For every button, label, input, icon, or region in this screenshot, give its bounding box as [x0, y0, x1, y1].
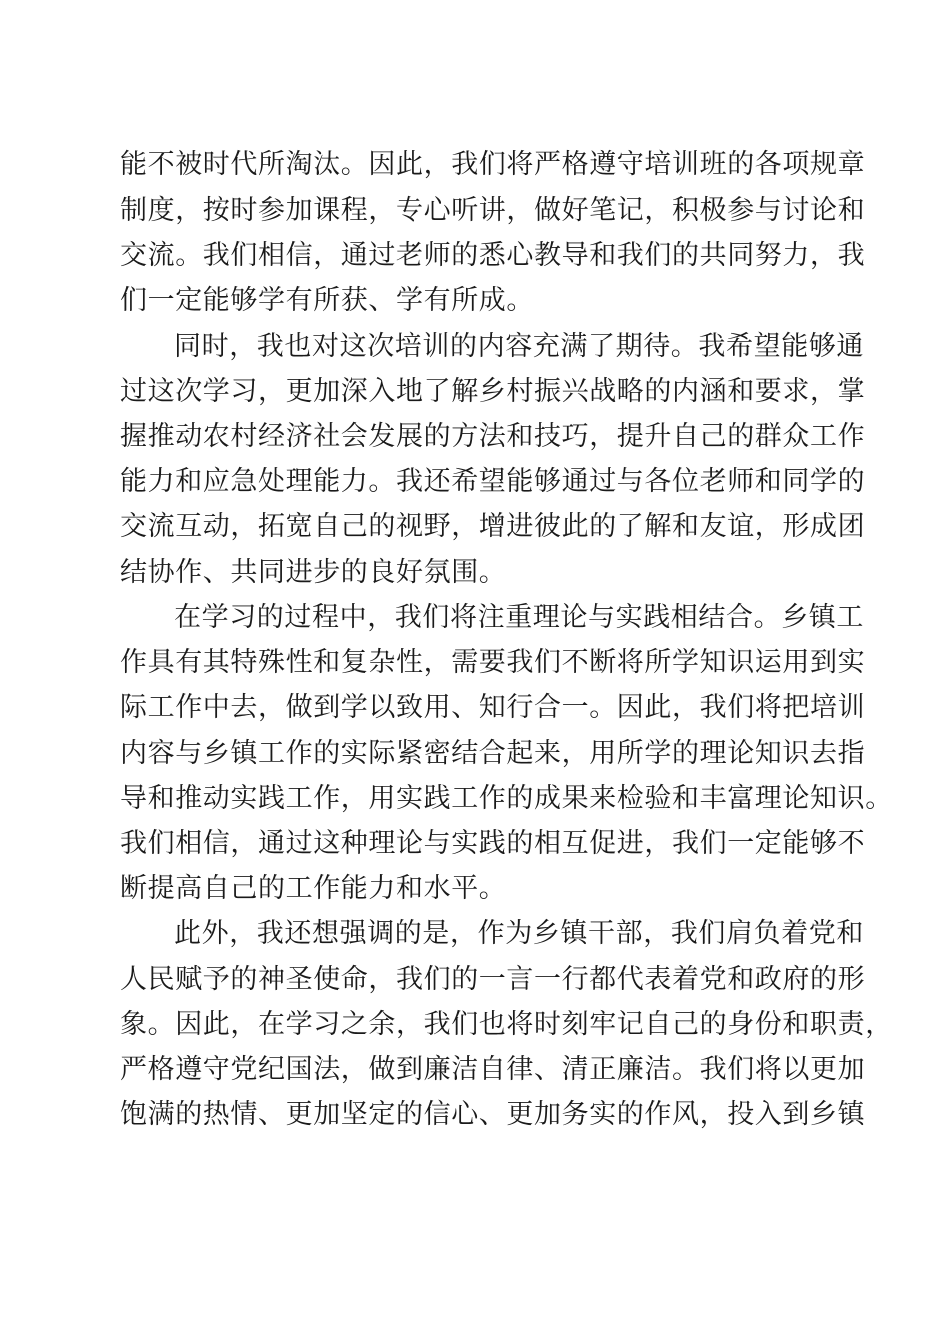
- text-line: 握推动农村经济社会发展的方法和技巧，提升自己的群众工作: [120, 421, 866, 452]
- text-line: 交流。我们相信，通过老师的悉心教导和我们的共同努力，我: [120, 240, 866, 271]
- text-line: 导和推动实践工作，用实践工作的成果来检验和丰富理论知识。: [120, 783, 893, 814]
- text-line: 象。因此，在学习之余，我们也将时刻牢记自己的身份和职责，: [120, 1009, 893, 1040]
- text-line: 此外，我还想强调的是，作为乡镇干部，我们肩负着党和: [174, 918, 864, 949]
- text-line: 人民赋予的神圣使命，我们的一言一行都代表着党和政府的形: [120, 964, 866, 995]
- text-line: 能力和应急处理能力。我还希望能够通过与各位老师和同学的: [120, 466, 866, 497]
- text-line: 结协作、共同进步的良好氛围。: [120, 557, 507, 588]
- text-line: 在学习的过程中，我们将注重理论与实践相结合。乡镇工: [174, 602, 864, 633]
- text-line: 交流互动，拓宽自己的视野，增进彼此的了解和友谊，形成团: [120, 511, 866, 542]
- text-line: 我们相信，通过这种理论与实践的相互促进，我们一定能够不: [120, 828, 866, 859]
- text-line: 作具有其特殊性和复杂性，需要我们不断将所学知识运用到实: [120, 647, 866, 678]
- text-line: 制度，按时参加课程，专心听讲，做好笔记，积极参与讨论和: [120, 195, 866, 226]
- text-line: 断提高自己的工作能力和水平。: [120, 873, 507, 904]
- text-line: 内容与乡镇工作的实际紧密结合起来，用所学的理论知识去指: [120, 738, 866, 769]
- text-line: 饱满的热情、更加坚定的信心、更加务实的作风，投入到乡镇: [120, 1099, 866, 1130]
- text-line: 严格遵守党纪国法，做到廉洁自律、清正廉洁。我们将以更加: [120, 1054, 866, 1085]
- text-line: 同时，我也对这次培训的内容充满了期待。我希望能够通: [174, 331, 864, 362]
- text-line: 们一定能够学有所获、学有所成。: [120, 285, 534, 316]
- text-line: 过这次学习，更加深入地了解乡村振兴战略的内涵和要求，掌: [120, 376, 866, 407]
- text-line: 际工作中去，做到学以致用、知行合一。因此，我们将把培训: [120, 692, 866, 723]
- text-line: 能不被时代所淘汰。因此，我们将严格遵守培训班的各项规章: [120, 149, 866, 180]
